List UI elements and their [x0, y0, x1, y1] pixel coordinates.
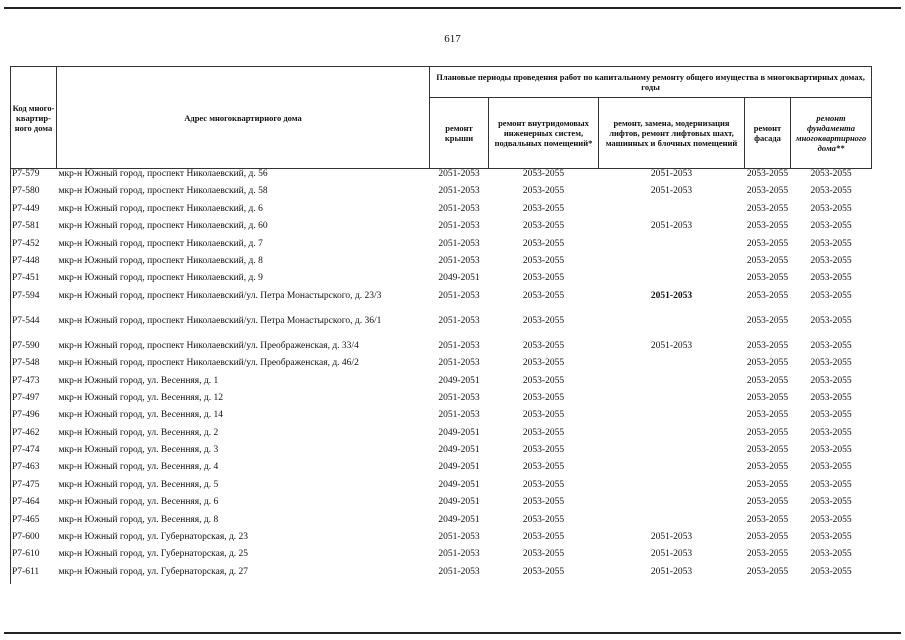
- cell-elevators: 2051-2053: [650, 532, 693, 543]
- cell-elevators: [599, 316, 745, 341]
- bottom-rule: [4, 632, 901, 634]
- cell-code: Р7-544: [11, 316, 57, 341]
- table-row: [11, 358, 872, 375]
- cell-elevators: [599, 445, 745, 462]
- cell-code: Р7-474: [11, 445, 57, 462]
- cell-address: мкр-н Южный город, ул. Губернаторская, д. 25: [58, 549, 249, 560]
- table-row: [11, 480, 872, 497]
- cell-roof: 2049-2051: [438, 497, 480, 508]
- cell-facade: 2053-2055: [746, 410, 789, 421]
- cell-address: мкр-н Южный город, ул. Весенняя, д. 14: [58, 410, 223, 421]
- cell-facade: 2053-2055: [746, 238, 789, 249]
- cell-address: мкр-н Южный город, ул. Весенняя, д. 12: [58, 392, 223, 403]
- cell-facade: 2053-2055: [746, 514, 789, 525]
- top-rule: [4, 7, 901, 9]
- table-row: [11, 410, 872, 427]
- cell-elevators: 2051-2053: [650, 290, 693, 301]
- cell-foundation: 2053-2055: [810, 273, 852, 284]
- table-row: [11, 376, 872, 393]
- cell-systems: 2053-2055: [522, 479, 565, 490]
- cell-facade: 2053-2055: [746, 462, 789, 473]
- cell-roof: 2051-2053: [438, 255, 480, 266]
- cell-systems: 2053-2055: [522, 445, 565, 456]
- cell-elevators: [599, 358, 745, 375]
- cell-foundation: 2053-2055: [810, 410, 852, 421]
- cell-address: мкр-н Южный город, ул. Весенняя, д. 2: [58, 427, 219, 438]
- cell-facade: 2053-2055: [746, 255, 789, 266]
- cell-elevators: [599, 410, 745, 427]
- cell-roof: 2051-2053: [438, 566, 480, 577]
- cell-code: Р7-590: [11, 341, 57, 358]
- cell-elevators: [599, 480, 745, 497]
- cell-code: Р7-548: [11, 358, 57, 375]
- cell-foundation: 2053-2055: [810, 358, 852, 369]
- table-row: [11, 316, 872, 341]
- cell-systems: 2053-2055: [522, 514, 565, 525]
- cell-systems: 2053-2055: [522, 273, 565, 284]
- cell-code: Р7-475: [11, 480, 57, 497]
- table-row: [11, 291, 872, 316]
- cell-code: Р7-473: [11, 376, 57, 393]
- cell-address: мкр-н Южный город, ул. Губернаторская, д. 23: [58, 532, 249, 543]
- cell-address: мкр-н Южный город, проспект Николаевский/ул. Преображенская, д. 46/2: [58, 358, 359, 369]
- cell-systems: 2053-2055: [522, 392, 565, 403]
- cell-code: Р7-580: [11, 186, 57, 203]
- header-roof: ремонт крыши: [430, 98, 489, 169]
- table-row: [11, 204, 872, 221]
- cell-foundation: 2053-2055: [810, 566, 852, 577]
- cell-facade: 2053-2055: [746, 445, 789, 456]
- cell-foundation: 2053-2055: [810, 221, 852, 232]
- cell-systems: 2053-2055: [522, 497, 565, 508]
- cell-facade: 2053-2055: [746, 340, 789, 351]
- cell-address: мкр-н Южный город, проспект Николаевский, д. 56: [58, 169, 268, 179]
- cell-elevators: 2051-2053: [650, 566, 693, 577]
- table-row: [11, 186, 872, 203]
- cell-code: Р7-496: [11, 410, 57, 427]
- cell-address: мкр-н Южный город, проспект Николаевский, д. 60: [58, 221, 268, 232]
- cell-roof: 2051-2053: [438, 169, 480, 179]
- cell-address: мкр-н Южный город, проспект Николаевский/ул. Петра Монастырского, д. 23/3: [58, 290, 382, 301]
- table-row: [11, 462, 872, 479]
- header-facade: ремонт фасада: [745, 98, 791, 169]
- cell-foundation: 2053-2055: [810, 549, 852, 560]
- cell-code: Р7-465: [11, 515, 57, 532]
- cell-roof: 2049-2051: [438, 514, 480, 525]
- cell-systems: 2053-2055: [522, 549, 565, 560]
- cell-code: Р7-464: [11, 497, 57, 514]
- cell-roof: 2049-2051: [438, 445, 480, 456]
- cell-code: Р7-497: [11, 393, 57, 410]
- table-body: [11, 169, 872, 585]
- cell-roof: 2049-2051: [438, 427, 480, 438]
- cell-facade: 2053-2055: [746, 427, 789, 438]
- cell-systems: 2053-2055: [522, 238, 565, 249]
- cell-elevators: [599, 204, 745, 221]
- cell-facade: 2053-2055: [746, 290, 789, 301]
- cell-code: Р7-600: [11, 532, 57, 549]
- cell-address: мкр-н Южный город, проспект Николаевский, д. 6: [58, 203, 263, 214]
- cell-roof: 2051-2053: [438, 392, 480, 403]
- cell-foundation: 2053-2055: [810, 392, 852, 403]
- cell-code: Р7-448: [11, 256, 57, 273]
- table-row: [11, 169, 872, 187]
- cell-systems: 2053-2055: [522, 186, 565, 197]
- cell-address: мкр-н Южный город, ул. Весенняя, д. 3: [58, 445, 219, 456]
- cell-foundation: 2053-2055: [810, 375, 852, 386]
- cell-systems: 2053-2055: [522, 203, 565, 214]
- header-address: Адрес многоквартирного дома: [57, 67, 430, 169]
- cell-roof: 2051-2053: [438, 340, 480, 351]
- cell-elevators: [599, 376, 745, 393]
- page-number: 617: [444, 33, 461, 45]
- table-row: [11, 256, 872, 273]
- cell-foundation: 2053-2055: [810, 462, 852, 473]
- cell-elevators: [599, 515, 745, 532]
- cell-elevators: 2051-2053: [650, 549, 693, 560]
- cell-facade: 2053-2055: [746, 497, 789, 508]
- cell-systems: 2053-2055: [522, 221, 565, 232]
- cell-address: мкр-н Южный город, проспект Николаевский/ул. Петра Монастырского, д. 36/1: [58, 315, 382, 326]
- cell-address: мкр-н Южный город, проспект Николаевский, д. 58: [58, 186, 268, 197]
- cell-elevators: 2051-2053: [650, 186, 693, 197]
- cell-systems: 2053-2055: [522, 375, 565, 386]
- cell-foundation: 2053-2055: [810, 427, 852, 438]
- cell-elevators: 2051-2053: [650, 221, 693, 232]
- cell-systems: 2053-2055: [522, 427, 565, 438]
- cell-address: мкр-н Южный город, ул. Весенняя, д. 6: [58, 497, 219, 508]
- cell-roof: 2049-2051: [438, 479, 480, 490]
- cell-facade: 2053-2055: [746, 392, 789, 403]
- cell-foundation: 2053-2055: [810, 203, 852, 214]
- header-elevators: ремонт, замена, модернизация лифтов, ремонт лифтовых шахт, машинных и блочных помещений: [599, 98, 745, 169]
- cell-elevators: [599, 462, 745, 479]
- cell-elevators: [599, 497, 745, 514]
- table-row: [11, 567, 872, 584]
- cell-facade: 2053-2055: [746, 566, 789, 577]
- table-row: [11, 532, 872, 549]
- table-row: [11, 445, 872, 462]
- table-row: [11, 273, 872, 290]
- cell-roof: 2049-2051: [438, 273, 480, 284]
- table-row: [11, 341, 872, 358]
- cell-address: мкр-н Южный город, ул. Весенняя, д. 5: [58, 479, 219, 490]
- cell-roof: 2051-2053: [438, 238, 480, 249]
- cell-elevators: [599, 393, 745, 410]
- cell-foundation: 2053-2055: [810, 186, 852, 197]
- cell-systems: 2053-2055: [522, 255, 565, 266]
- cell-facade: 2053-2055: [746, 203, 789, 214]
- cell-code: Р7-451: [11, 273, 57, 290]
- cell-facade: 2053-2055: [746, 169, 789, 179]
- table-row: [11, 428, 872, 445]
- cell-facade: 2053-2055: [746, 549, 789, 560]
- cell-systems: 2053-2055: [522, 315, 565, 326]
- cell-foundation: 2053-2055: [810, 532, 852, 543]
- cell-facade: 2053-2055: [746, 375, 789, 386]
- cell-code: Р7-610: [11, 549, 57, 566]
- cell-foundation: 2053-2055: [810, 479, 852, 490]
- cell-foundation: 2053-2055: [810, 497, 852, 508]
- cell-roof: 2051-2053: [438, 203, 480, 214]
- cell-systems: 2053-2055: [522, 566, 565, 577]
- header-code: Код много-квартир-ного дома: [11, 67, 57, 169]
- cell-address: мкр-н Южный город, проспект Николаевский, д. 8: [58, 255, 263, 266]
- cell-foundation: 2053-2055: [810, 169, 852, 179]
- table-row: [11, 515, 872, 532]
- cell-systems: 2053-2055: [522, 358, 565, 369]
- cell-foundation: 2053-2055: [810, 445, 852, 456]
- cell-facade: 2053-2055: [746, 479, 789, 490]
- cell-roof: 2051-2053: [438, 549, 480, 560]
- cell-code: Р7-579: [11, 169, 57, 187]
- cell-elevators: [599, 273, 745, 290]
- cell-foundation: 2053-2055: [810, 255, 852, 266]
- cell-systems: 2053-2055: [522, 340, 565, 351]
- cell-address: мкр-н Южный город, ул. Весенняя, д. 1: [58, 375, 219, 386]
- cell-code: Р7-611: [11, 567, 57, 584]
- cell-elevators: [599, 239, 745, 256]
- cell-roof: 2051-2053: [438, 532, 480, 543]
- header-foundation: ремонт фундамента многоквартирного дома**: [791, 98, 872, 169]
- cell-code: Р7-462: [11, 428, 57, 445]
- cell-code: Р7-463: [11, 462, 57, 479]
- cell-roof: 2051-2053: [438, 410, 480, 421]
- cell-facade: 2053-2055: [746, 221, 789, 232]
- cell-roof: 2049-2051: [438, 462, 480, 473]
- cell-systems: 2053-2055: [522, 169, 565, 179]
- cell-roof: 2051-2053: [438, 358, 480, 369]
- cell-systems: 2053-2055: [522, 410, 565, 421]
- cell-address: мкр-н Южный город, проспект Николаевский, д. 7: [58, 238, 263, 249]
- table-row: [11, 549, 872, 566]
- cell-code: Р7-452: [11, 239, 57, 256]
- cell-code: Р7-581: [11, 221, 57, 238]
- table-row: [11, 239, 872, 256]
- cell-code: Р7-449: [11, 204, 57, 221]
- repair-schedule-table: [10, 66, 871, 584]
- cell-roof: 2051-2053: [438, 186, 480, 197]
- cell-foundation: 2053-2055: [810, 340, 852, 351]
- cell-facade: 2053-2055: [746, 315, 789, 326]
- table-row: [11, 497, 872, 514]
- cell-systems: 2053-2055: [522, 462, 565, 473]
- cell-elevators: [599, 256, 745, 273]
- cell-elevators: [599, 428, 745, 445]
- cell-address: мкр-н Южный город, ул. Губернаторская, д. 27: [58, 566, 249, 577]
- cell-systems: 2053-2055: [522, 532, 565, 543]
- cell-address: мкр-н Южный город, проспект Николаевский/ул. Преображенская, д. 33/4: [58, 340, 359, 351]
- cell-roof: 2049-2051: [438, 375, 480, 386]
- table-row: [11, 221, 872, 238]
- cell-foundation: 2053-2055: [810, 514, 852, 525]
- header-systems: ремонт внутридомовых инженерных систем, подвальных помещений*: [489, 98, 599, 169]
- cell-facade: 2053-2055: [746, 273, 789, 284]
- cell-code: Р7-594: [11, 291, 57, 316]
- cell-elevators: 2051-2053: [650, 340, 693, 351]
- cell-facade: 2053-2055: [746, 358, 789, 369]
- cell-foundation: 2053-2055: [810, 238, 852, 249]
- cell-elevators: 2051-2053: [650, 169, 693, 179]
- cell-facade: 2053-2055: [746, 532, 789, 543]
- cell-roof: 2051-2053: [438, 315, 480, 326]
- cell-address: мкр-н Южный город, проспект Николаевский, д. 9: [58, 273, 263, 284]
- cell-address: мкр-н Южный город, ул. Весенняя, д. 8: [58, 514, 219, 525]
- cell-roof: 2051-2053: [438, 221, 480, 232]
- cell-facade: 2053-2055: [746, 186, 789, 197]
- cell-roof: 2051-2053: [438, 290, 480, 301]
- cell-foundation: 2053-2055: [810, 290, 852, 301]
- cell-systems: 2053-2055: [522, 290, 565, 301]
- table-row: [11, 393, 872, 410]
- header-periods: Плановые периоды проведения работ по капитальному ремонту общего имущества в многоквартирных домах, годы: [430, 67, 872, 98]
- cell-address: мкр-н Южный город, ул. Весенняя, д. 4: [58, 462, 219, 473]
- cell-foundation: 2053-2055: [810, 315, 852, 326]
